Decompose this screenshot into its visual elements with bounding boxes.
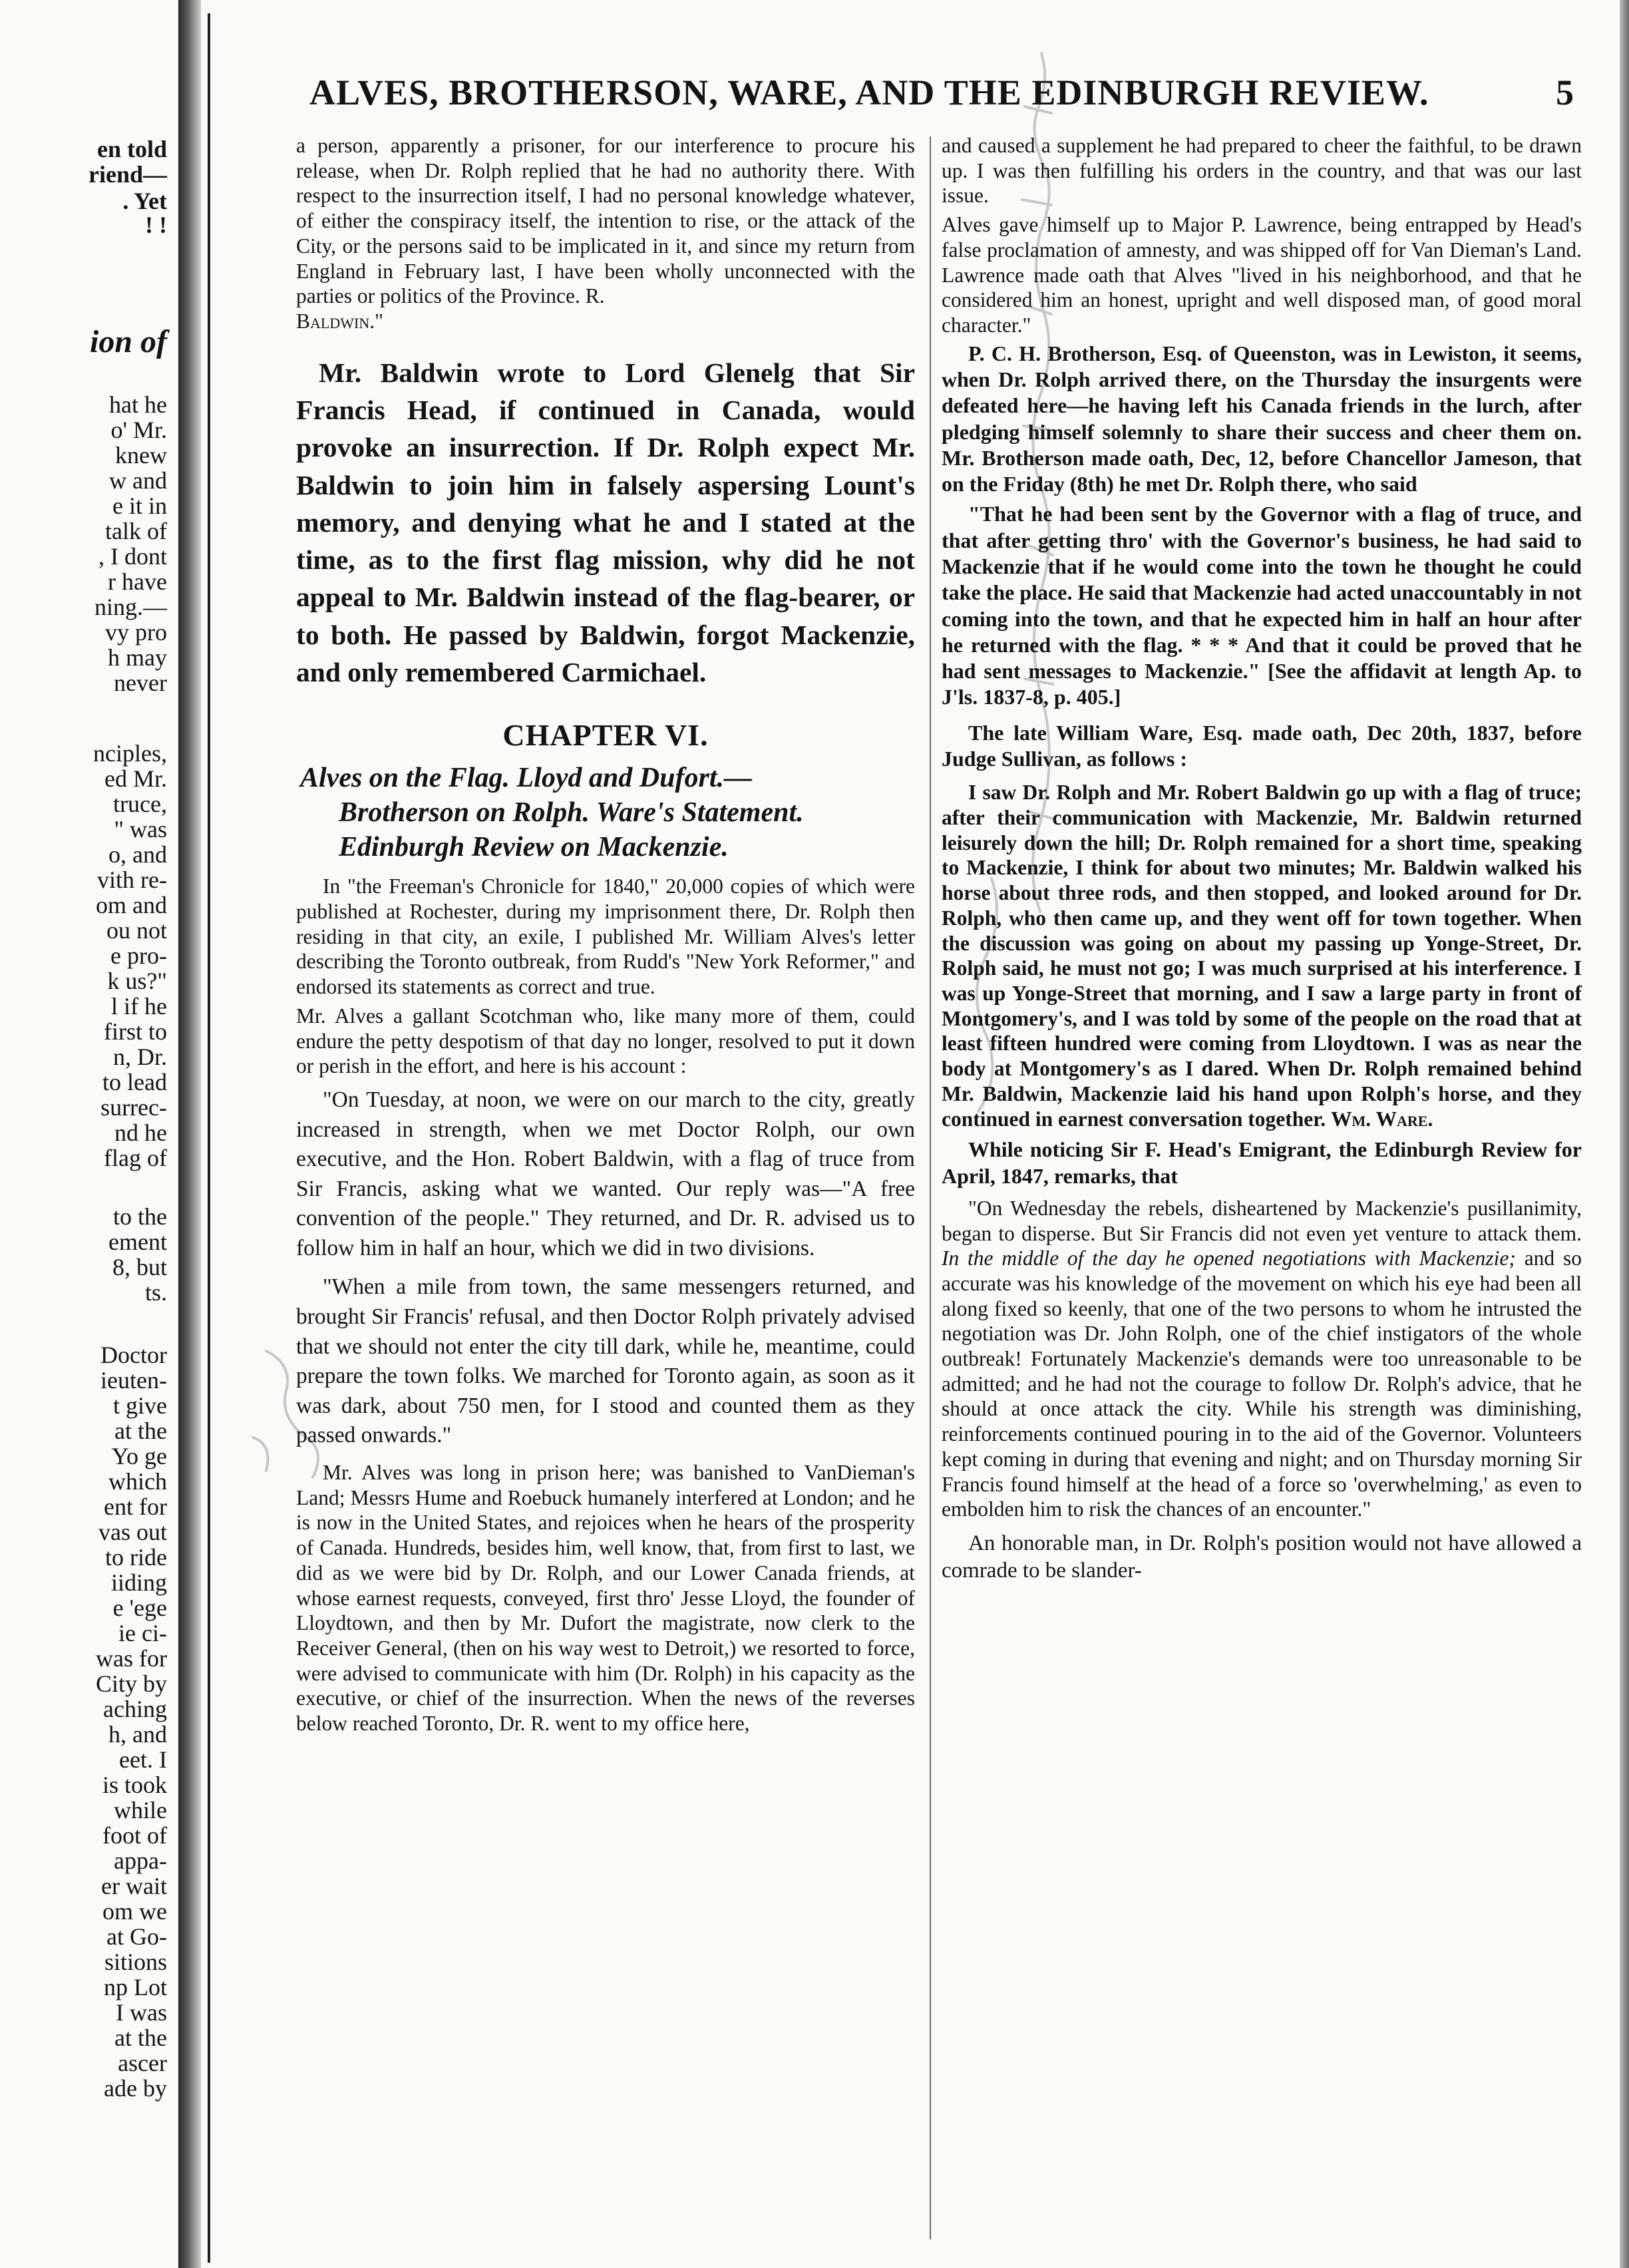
previous-page-fragment: nciples, (93, 740, 167, 767)
freeman-paragraph: In "the Freeman's Chronicle for 1840," 20,000 copies of which were published at Rochester, during my imprisonment there, Dr. Rolph then residing in that city, an exile, I published Mr. William Alves's letter describing the Toronto outbreak, from Rudd's "New York Reformer," and endorsed its statements as correct and true. (296, 874, 915, 999)
brotherson-quote: "That he had been sent by the Governor with a flag of truce, and that after getting thro' with the Governor's business, he had said to Mackenzie that if he would come into the town he thought he could take the place. He said that Mackenzie had acted unaccountably in not coming into the town, and that he expected him in half an hour after he returned with the flag. * * * And that it could be proved that he had sent messages to Mackenzie." [See the affidavit at length Ap. to J'ls. 1837-8, p. 405.] (942, 502, 1582, 709)
previous-page-fragment: " was (114, 816, 167, 843)
previous-page-fragment: e 'ege (112, 1595, 167, 1621)
chapter-subtitle-line: Alves on the Flag. Lloyd and Dufort.— (300, 763, 753, 794)
chapter-subtitle-line: Brotherson on Rolph. Ware's Statement. (339, 797, 804, 829)
previous-page-fragment: om and (96, 892, 167, 918)
alves-intro-paragraph: Mr. Alves a gallant Scotchman who, like many more of them, could endure the petty despotism of that day no longer, resolved to put it down or perish in the effort, and here is his account : (296, 1004, 915, 1078)
previous-page-fragment: np Lot (104, 1974, 167, 2000)
quote-continuation-text: a person, apparently a prisoner, for our interference to procure his release, when Dr. Rolph replied that he had no authority there. With respect to the insurrection itself, I had no personal knowledge whatever, of either the conspiracy itself, the intention to rise, or the attack of the City, or the persons said to be implicated in it, and since my return from England in February last, I have been wholly unconnected with the parties or politics of the Province. R. (296, 134, 915, 308)
previous-page-fragment: ent for (104, 1493, 167, 1520)
previous-page-fragment: Yo ge (111, 1443, 167, 1469)
previous-page-fragment: was for (96, 1645, 167, 1672)
ware-statement-text: I saw Dr. Rolph and Mr. Robert Baldwin go up with a flag of truce; after their communication with Mackenzie, Mr. Baldwin returned leisurely down the hill; Dr. Rolph remained for a short time, speaking to Mackenzie, I think for about two minutes; Mr. Baldwin walked his horse about three rods, and then stopped, and looked around for Dr. Rolph, who then came up, and they went off for town together. When the discussion was going on about my passing up Yonge-Street, Dr. Rolph said, he must not go; I was much surprised at his interference. I was up Yonge-Street that morning, and I saw a large party in front of Montgomery's, and I was told by some of the people on the road that at least fifteen hundred were coming from Lloydtown. I was as near the body at Montgomery's as I dared. When Dr. Rolph remained behind Mr. Baldwin, Mackenzie laid his hand upon Rolph's horse, and they continued in earnest conversation together. (942, 781, 1582, 1131)
previous-page-fragment: e pro- (110, 942, 167, 969)
previous-page-fragment: nd he (114, 1119, 167, 1146)
right-body-top (942, 133, 1582, 338)
previous-page-fragment: h, and (108, 1721, 167, 1748)
previous-page-fragment: at the (114, 2024, 167, 2051)
running-header (309, 72, 1574, 118)
brotherson-paragraph: P. C. H. Brotherson, Esq. of Queenston, was in Lewiston, it seems, when Dr. Rolph arrived there, on the Thursday the insurgents were defeated here—he having left his Canada friends in the lurch, after pledging himself solemnly to share their success and cheer them on. Mr. Brotherson made oath, Dec, 12, before Chancellor Jameson, that on the Friday (8th) he met Dr. Rolph there, who said (942, 341, 1582, 496)
right-column (942, 133, 1582, 2249)
edinburgh-quote (942, 1196, 1582, 1522)
previous-page-fragment: talk of (105, 518, 167, 544)
previous-page-fragment: truce, (113, 791, 167, 817)
previous-page-strip (0, 113, 176, 2256)
alves-prison-paragraph: Mr. Alves was long in prison here; was banished to VanDieman's Land; Messrs Hume and Roebuck humanely interfered at London; and he is now in the United States, and rejoices when he hears of the prosperity of Canada. Hundreds, besides him, well know, that, from first to last, we did as we were bid by Dr. Rolph, and our Lower Canada friends, at whose earnest requests, conveyed, first thro' Jesse Lloyd, the founder of Lloydtown, and then by Mr. Dufort the magistrate, now clerk to the Receiver General, (then on his way west to Detroit,) we resorted to force, were advised to communicate with him (Dr. Rolph) in his capacity as the executive, or chief of the insurrection. When the news of the reverses below reached Toronto, Dr. R. went to my office here, (296, 1461, 915, 1736)
edinburgh-paragraph: While noticing Sir F. Head's Emigrant, the Edinburgh Review for April, 1847, remarks, that (942, 1137, 1582, 1188)
previous-page-fragment: surrec- (100, 1094, 167, 1121)
previous-page-fragment: while (114, 1797, 167, 1823)
previous-page-fragment: er wait (101, 1873, 167, 1899)
gutter-rule (208, 13, 210, 2263)
previous-page-fragment: en told (96, 136, 167, 162)
chapter-heading: CHAPTER VI. (502, 718, 709, 753)
final-paragraph: An honorable man, in Dr. Rolph's position would not have allowed a comrade to be slander- (942, 1531, 1582, 1583)
previous-page-fragment: is took (102, 1772, 167, 1798)
running-head-title: ALVES, BROTHERSON, WARE, AND THE EDINBURGH REVIEW. (309, 73, 1429, 112)
previous-page-fragment: Doctor (100, 1342, 167, 1368)
quote-signature: Baldwin." (296, 309, 383, 333)
column-divider (930, 136, 931, 2239)
closing-section (942, 1530, 1582, 1585)
left-column (296, 133, 915, 2249)
previous-page-fragment: ed Mr. (104, 765, 167, 792)
chapter-subtitle-line: Edinburgh Review on Mackenzie. (339, 832, 729, 863)
book-gutter (178, 0, 201, 2268)
previous-page-fragment: at the (114, 1418, 167, 1444)
baldwin-letter-continuation (296, 133, 915, 334)
quote-tuesday: "On Tuesday, at noon, we were on our march to the city, greatly increased in strength, when we met Doctor Rolph, our own executive, and the Hon. Robert Baldwin, with a flag of truce from Sir Francis, asking what we wanted. Our reply was—"A free convention of the people." They returned, and Dr. R. advised us to follow him in half an hour, which we did in two divisions. (296, 1087, 915, 1260)
brotherson-section (942, 341, 1582, 773)
previous-page-fragment: 8, but (112, 1254, 167, 1280)
previous-page-fragment: which (108, 1468, 167, 1495)
previous-page-fragment: l if he (111, 993, 167, 1020)
previous-page-fragment: ts. (144, 1279, 167, 1306)
previous-page-fragment: ie ci- (118, 1620, 167, 1646)
previous-page-fragment: t give (113, 1392, 167, 1419)
previous-page-fragment: aching (103, 1696, 167, 1722)
previous-page-fragment: ou not (106, 917, 167, 944)
previous-page-fragment: ! ! (145, 212, 167, 238)
previous-page-fragment: first to (104, 1018, 167, 1045)
previous-page-fragment: . Yet (122, 188, 167, 214)
ware-statement (942, 780, 1582, 1131)
previous-page-fragment: vy pro (105, 619, 167, 646)
previous-page-fragment: e it in (112, 492, 167, 519)
previous-page-fragment: ade by (104, 2075, 167, 2102)
ware-signature: Wm. Ware. (1331, 1107, 1433, 1131)
previous-page-fragment: to the (113, 1203, 167, 1230)
left-body-small (296, 874, 915, 1079)
previous-page-fragment: k us?" (107, 968, 167, 994)
previous-page-fragment: h may (108, 644, 167, 671)
previous-page-fragment: ieuten- (100, 1367, 167, 1394)
previous-page-fragment: foot of (102, 1822, 167, 1849)
previous-page-fragment: hat he (109, 391, 167, 418)
previous-page-fragment: ning.— (94, 594, 167, 620)
previous-page-fragment: vith re- (97, 866, 167, 893)
previous-page-fragment: riend— (88, 161, 167, 188)
edinburgh-quote-italic: In the middle of the day he opened negotiations with Mackenzie; (942, 1246, 1516, 1270)
previous-page-fragment: appa- (114, 1847, 167, 1874)
ware-intro-paragraph: The late William Ware, Esq. made oath, Dec 20th, 1837, before Judge Sullivan, as follows : (942, 720, 1582, 771)
previous-page-fragment: flag of (104, 1145, 167, 1171)
previous-page-fragment: ascer (118, 2050, 167, 2076)
page-edge (1620, 0, 1629, 2268)
edinburgh-quote-start: "On Wednesday the rebels, disheartened by Mackenzie's pusillanimity, began to disperse. But Sir Francis did not even yet venture to attack them. (942, 1196, 1582, 1245)
page-number: 5 (1556, 73, 1574, 112)
previous-page-fragment: I was (116, 1999, 167, 2026)
previous-page-fragment: o' Mr. (110, 417, 167, 443)
previous-page-fragment: om we (102, 1898, 167, 1925)
edinburgh-quote-rest: and so accurate was his knowledge of the movement on which his eye had been all along fixed so keenly, that one of the two persons to whom he intrusted the negotiation was Dr. John Rolph, one of the chief instigators of the whole outbreak! Fortunately Mackenzie's demands were too unreasonable to be admitted; and he had not the courage to follow Dr. Rolph's advice, that he should at once attack the city. While his strength was diminishing, reinforcements continued pouring in to the aid of the Governor. Volunteers kept coming in during that evening and night; and on Thursday morning Sir Francis found himself at the head of a force so 'overwhelming,' as even to embolden him to risk the chances of an encounter." (942, 1246, 1582, 1521)
alves-account-quote (296, 1085, 915, 1451)
previous-page-fragment: ement (108, 1228, 167, 1255)
previous-page-fragment: ion of (89, 324, 167, 359)
left-body-closing (296, 1460, 915, 1736)
previous-page-fragment: vas out (98, 1519, 167, 1545)
alves-gave-paragraph: Alves gave himself up to Major P. Lawrence, being entrapped by Head's false proclamation of amnesty, and was shipped off for Van Dieman's Land. Lawrence made oath that Alves "lived in his neighborhood, and that he considered him an honest, upright and well disposed man, of good moral character." (942, 213, 1582, 337)
previous-page-fragment: eet. I (119, 1746, 167, 1773)
previous-page-fragment: w and (109, 467, 167, 494)
previous-page-fragment: never (114, 669, 167, 696)
previous-page-fragment: to ride (105, 1544, 167, 1571)
previous-page-fragment: r have (108, 568, 167, 595)
previous-page-fragment: City by (95, 1670, 167, 1697)
continued-paragraph: and caused a supplement he had prepared to cheer the faithful, to be drawn up. I was then fulfilling his orders in the country, and that was our last issue. (942, 134, 1582, 208)
previous-page-fragment: n, Dr. (113, 1043, 167, 1070)
previous-page-fragment: to lead (102, 1069, 167, 1095)
previous-page-fragment: , I dont (98, 543, 167, 570)
previous-page-fragment: sitions (104, 1949, 167, 1975)
quote-mile-from-town: "When a mile from town, the same messengers returned, and brought Sir Francis' refusal, and then Doctor Rolph privately advised that we should not enter the city till dark, while he, meantime, could prepare the town folks. We marched for Toronto again, as soon as it was dark, about 750 men, for I stood and counted them as they passed onwards." (296, 1274, 915, 1448)
previous-page-fragment: at Go- (106, 1923, 167, 1950)
previous-page-fragment: o, and (108, 841, 167, 868)
edinburgh-intro (942, 1137, 1582, 1189)
baldwin-glenelg-paragraph: Mr. Baldwin wrote to Lord Glenelg that Sir Francis Head, if continued in Canada, would provoke an insurrection. If Dr. Rolph expect Mr. Baldwin to join him in falsely aspersing Lount's memory, and denying what he and I stated at the time, as to the first flag mission, why did he not appeal to Mr. Baldwin instead of the flag-bearer, or to both. He passed by Baldwin, forgot Mackenzie, and only remembered Carmichael. (296, 357, 915, 687)
chapter-subtitle (296, 761, 915, 864)
previous-page-fragment: iiding (110, 1569, 167, 1596)
previous-page-fragment: knew (115, 442, 167, 469)
